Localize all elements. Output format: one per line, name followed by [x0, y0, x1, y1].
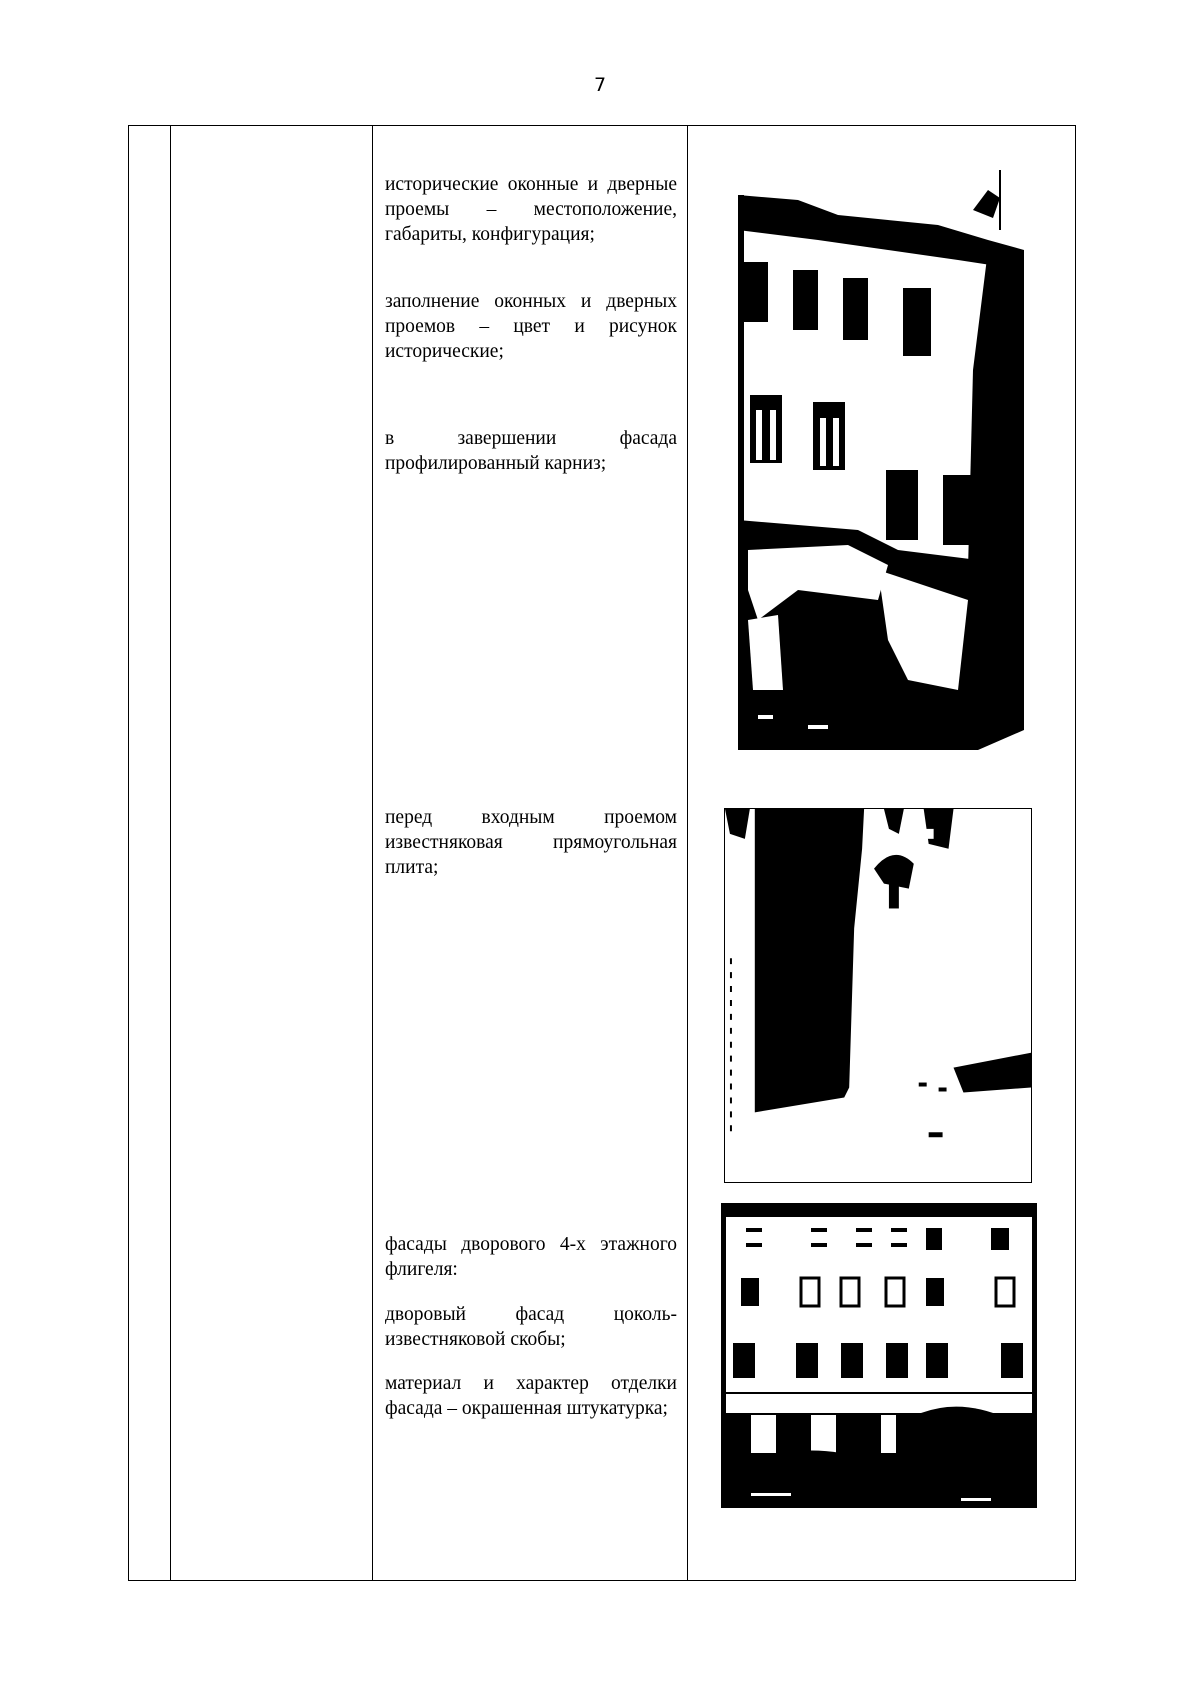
paragraph-cornice: в завершении фасада профилированный карниз;	[385, 428, 677, 474]
paragraph-courtyard-wing: фасады дворового 4-х этажного флигеля:	[385, 1234, 677, 1280]
page-number: 7	[593, 74, 607, 96]
courtyard-building-photo	[721, 1203, 1037, 1508]
paragraph-window-door-openings: исторические оконные и дверные проемы – местоположение, габариты, конфигурация;	[385, 174, 677, 245]
paragraph-finish-material: материал и характер отделки фасада – окрашенная штукатурка;	[385, 1373, 677, 1419]
building-facade-photo	[738, 170, 1024, 750]
column-divider-2	[372, 125, 373, 1581]
paragraph-limestone-slab: перед входным проемом известняковая прямоугольная плита;	[385, 807, 677, 878]
paragraph-window-fill: заполнение оконных и дверных проемов – цвет и рисунок исторические;	[385, 291, 677, 362]
entrance-doorway-photo	[724, 808, 1032, 1183]
column-divider-3	[687, 125, 688, 1581]
paragraph-plinth: дворовый фасад цоколь- известняковой скобы;	[385, 1304, 677, 1350]
column-divider-1	[170, 125, 171, 1581]
